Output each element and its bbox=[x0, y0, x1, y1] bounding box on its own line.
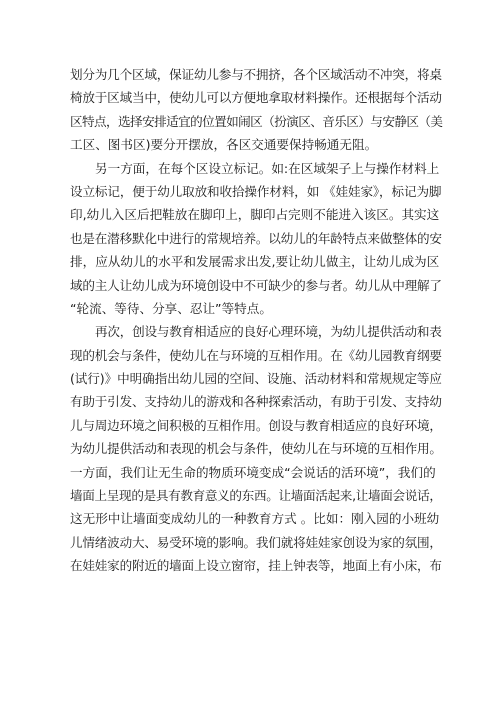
text-line: 为幼儿提供活动和表现的机会与条件，使幼儿在与环境的互相作用。 bbox=[70, 441, 442, 457]
text-line: 一方面，我们让无生命的物质环境变成“会说话的活环境”，我们的 bbox=[70, 464, 436, 480]
text-line: 这无形中让墙面变成幼儿的一种教育方式 。比如：刚入园的小班幼 bbox=[70, 511, 440, 527]
text-line: 域的主人让幼儿成为环境创设中不可缺少的参与者。幼儿从中理解了 bbox=[70, 277, 442, 293]
text-line: 再次，创设与教育相适应的良好心理环境，为幼儿提供活动和表 bbox=[95, 324, 442, 340]
text-line: 墙面上呈现的是具有教育意义的东西。让墙面活起来,让墙面会说话， bbox=[70, 488, 442, 504]
text-line: 区特点，选择安排适宜的位置如闹区（扮演区、音乐区）与安静区（美 bbox=[70, 113, 443, 129]
text-line: 设立标记，便于幼儿取放和收拾操作材料，如 《娃娃家》，标记为脚 bbox=[70, 183, 442, 199]
text-line: 在娃娃家的附近的墙面上设立窗帘，挂上钟表等，地面上有小床，布 bbox=[70, 558, 442, 574]
text-line: 椅放于区域当中，使幼儿可以方便地拿取材料操作。还根据每个活动 bbox=[70, 90, 442, 106]
text-line: 也是在潜移默化中进行的常规培养。以幼儿的年龄特点来做整体的安 bbox=[70, 230, 442, 246]
text-line: 儿情绪波动大、易受环境的影响。我们就将娃娃家创设为家的氛围， bbox=[70, 534, 442, 550]
text-line: 现的机会与条件，使幼儿在与环境的互相作用。在《幼儿园教育纲要 bbox=[70, 347, 442, 363]
text-line: (试行)》中明确指出幼儿园的空间、设施、活动材料和常规规定等应 bbox=[70, 371, 442, 387]
body-text bbox=[70, 63, 442, 578]
text-line: 划分为几个区域，保证幼儿参与不拥挤，各个区域活动不冲突，将桌 bbox=[70, 67, 442, 82]
text-line: 印,幼儿入区后把鞋放在脚印上，脚印占完则不能进入该区。其实这 bbox=[70, 207, 440, 223]
text-line: 工区、图书区)要分开摆放，各区交通要保持畅通无阻。 bbox=[70, 137, 378, 153]
text-line: “轮流、等待、分享、忍让”等特点。 bbox=[70, 300, 272, 316]
text-line: 儿与周边环境之间积极的互相作用。创设与教育相适应的良好环境， bbox=[70, 417, 442, 433]
text-line: 排，应从幼儿的水平和发展需求出发,要让幼儿做主，让幼儿成为区 bbox=[70, 254, 440, 270]
text-line: 有助于引发、支持幼儿的游戏和各种探索活动，有助于引发、支持幼 bbox=[70, 394, 442, 410]
text-line: 另一方面，在每个区设立标记。如:在区域架子上与操作材料上 bbox=[95, 160, 440, 176]
